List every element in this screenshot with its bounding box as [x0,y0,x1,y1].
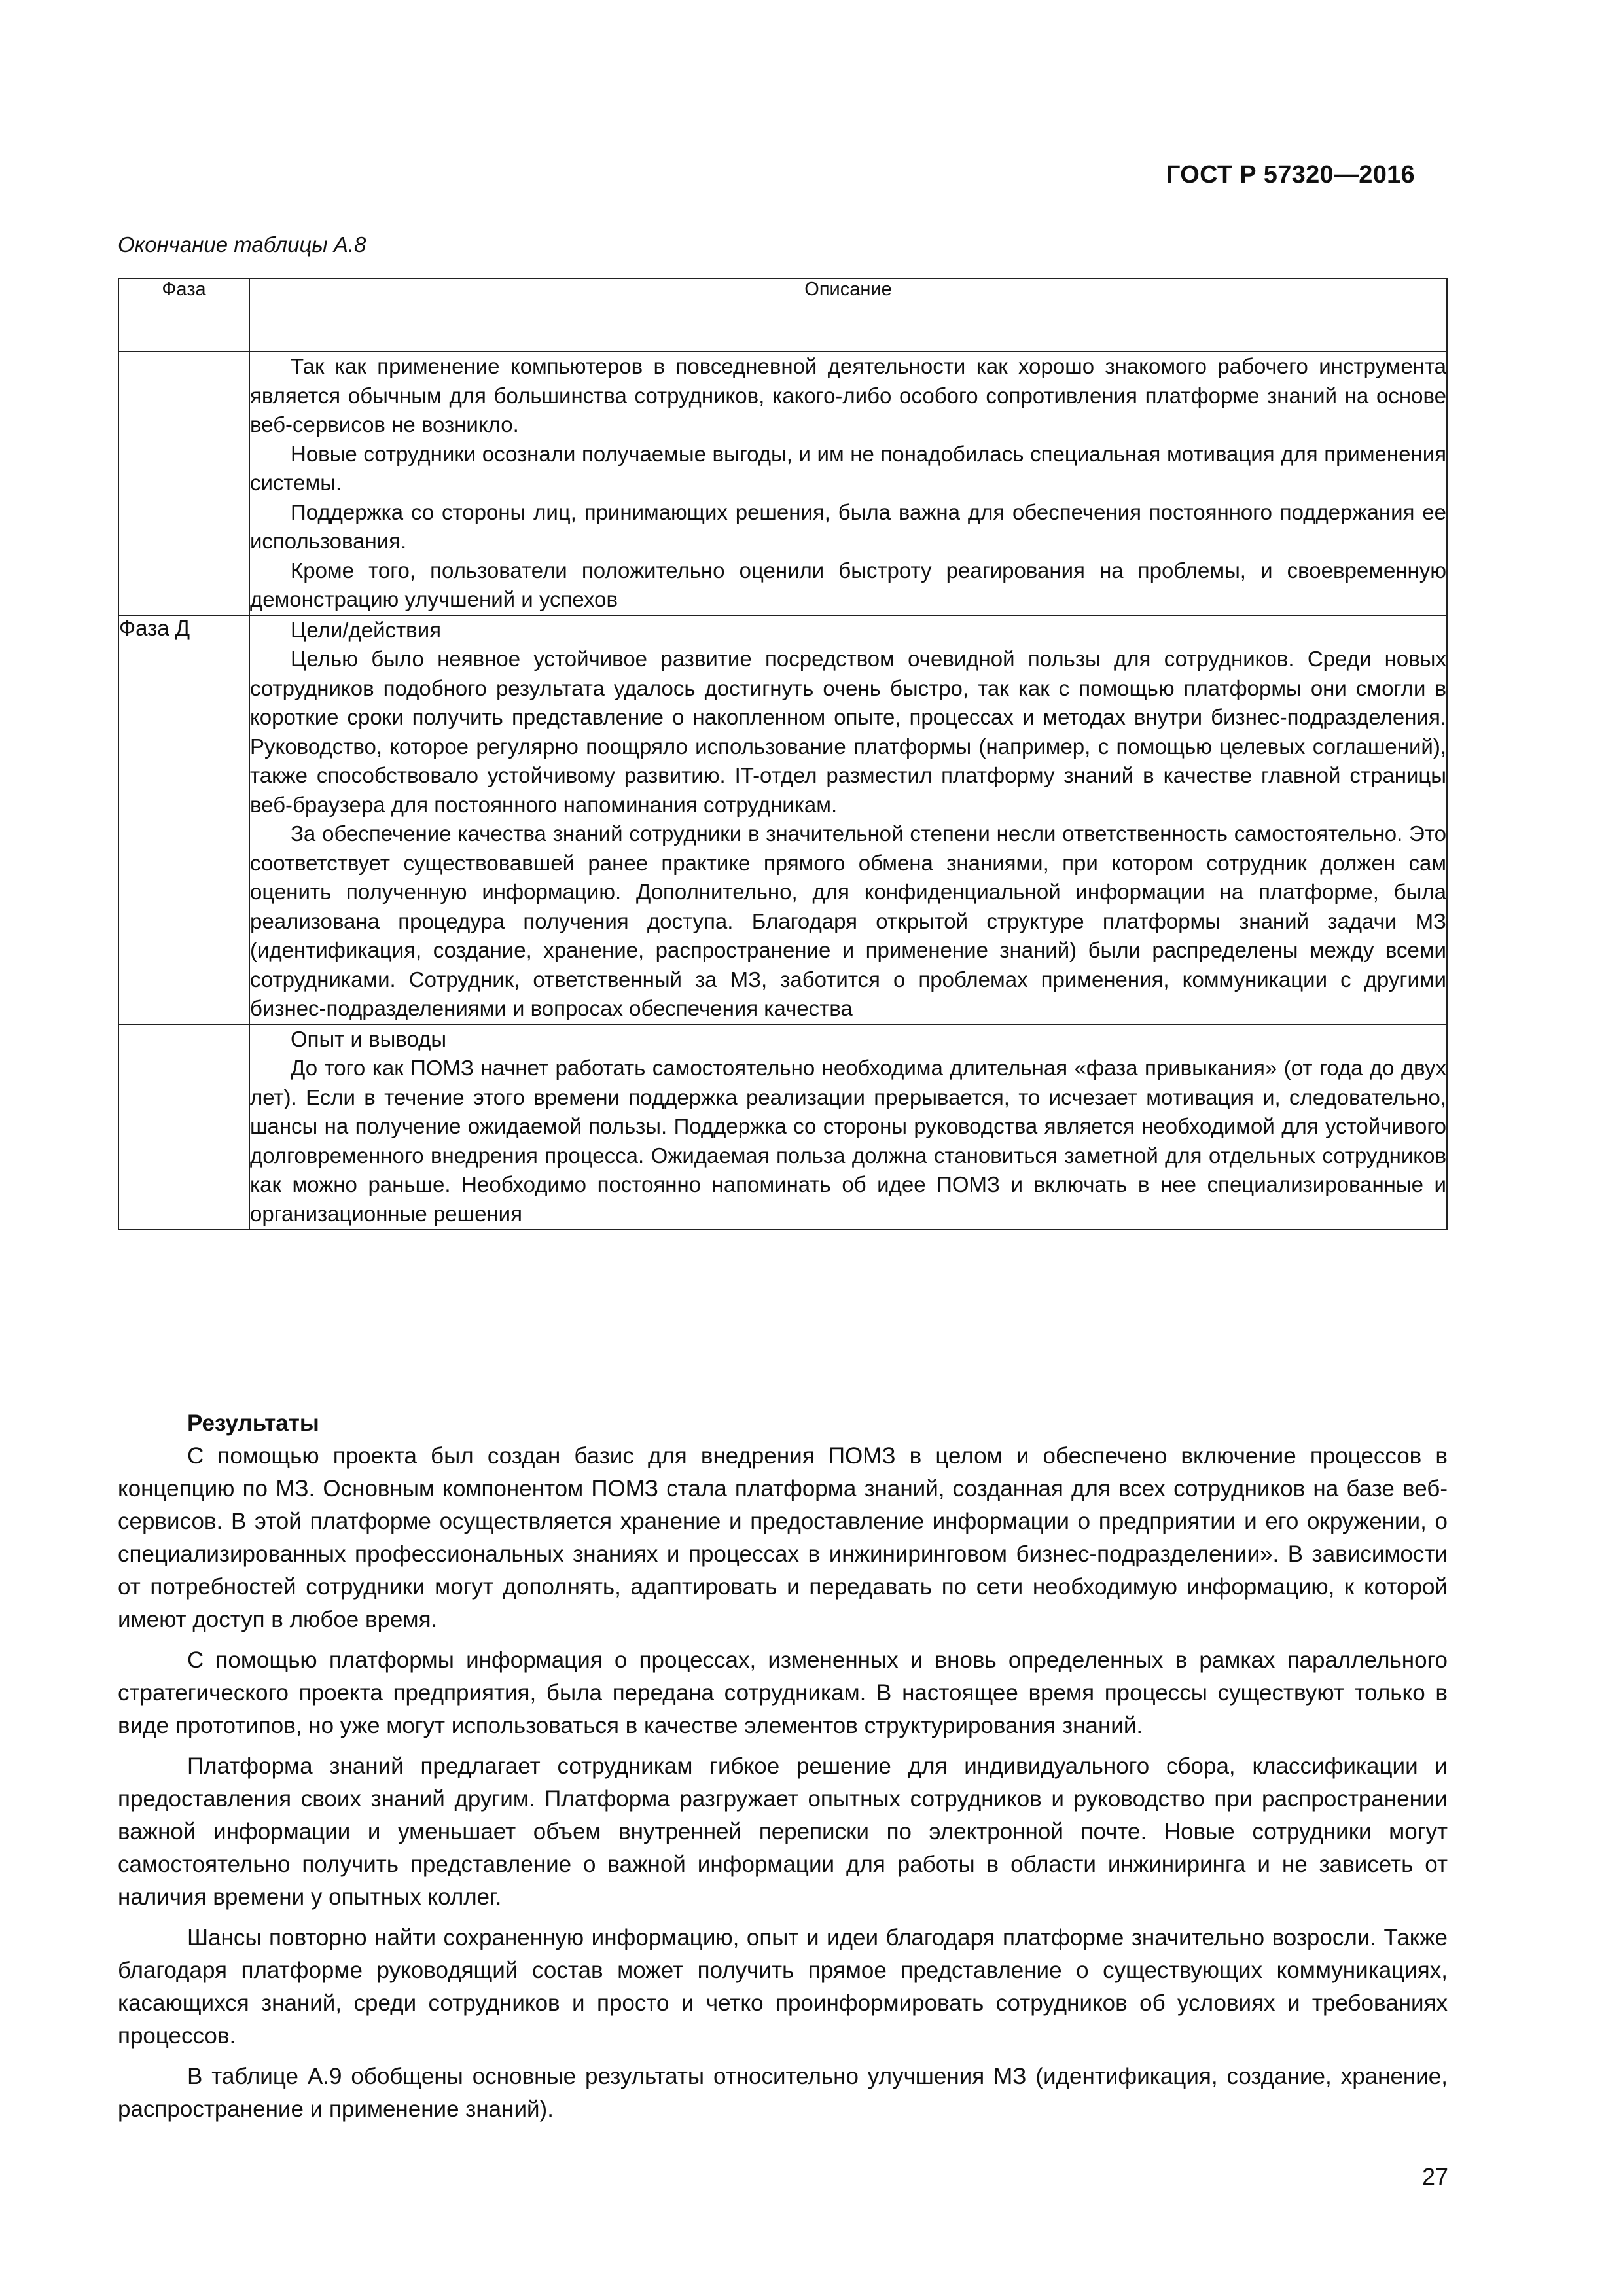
phase-cell [118,1024,249,1230]
description-cell [249,615,1447,1024]
paragraph: До того как ПОМЗ начнет работать самостоятельно необходима длительная «фаза привыкания» (от года до двух лет). Если в течение этого времени поддержка реализации прерывается, то исчезает мотивация и, следовательно, шансы на получение ожидаемой пользы. Поддержка со стороны руководства является необходимой для устойчивого долговременного внедрения процесса. Ожидаемая польза должна становиться заметной для отдельных сотрудников как можно раньше. Необходимо постоянно напоминать об идее ПОМЗ и включать в нее специализированные и организационные решения [250,1056,1446,1226]
document-id: ГОСТ Р 57320—2016 [1166,161,1415,188]
column-header-description: Описание [249,278,1447,351]
subheading: Опыт и выводы [291,1026,447,1051]
paragraph: Так как применение компьютеров в повседневной деятельности как хорошо знакомого рабочего инструмента является обычным для большинства сотрудников, какого-либо особого сопротивления платформе знаний на основе веб-сервисов не возникло. [250,354,1446,437]
table-caption: Окончание таблицы А.8 [118,232,366,257]
paragraph: Кроме того, пользователи положительно оценили быстроту реагирования на проблемы, и своевременную демонстрацию улучшений и успехов [250,558,1446,611]
table-row [118,615,1447,1024]
table-row [118,351,1447,615]
paragraph: Шансы повторно найти сохраненную информацию, опыт и идеи благодаря платформе значительно возросли. Также благодаря платформе руководящий состав может получить прямое представление о существующих коммуникациях, касающихся знаний, среди сотрудников и просто и четко проинформировать сотрудников об условиях и требованиях процессов. [118,1925,1448,2049]
results-section [118,1407,1448,2126]
paragraph: С помощью платформы информация о процессах, измененных и вновь определенных в рамках параллельного стратегического проекта предприятия, была передана сотрудникам. В настоящее время процессы существуют только в виде прототипов, но уже могут использоваться в качестве элементов структурирования знаний. [118,1647,1448,1738]
description-cell [249,1024,1447,1230]
phase-cell [118,351,249,615]
page-number: 27 [1421,2163,1448,2190]
description-cell [249,351,1447,615]
paragraph: Целью было неявное устойчивое развитие посредством очевидной пользы для сотрудников. Среди новых сотрудников подобного результата удалось достигнуть очень быстро, так как с помощью платформы они смогли в короткие сроки получить представление о накопленном опыте, процессах и методах внутри бизнес-подразделения. Руководство, которое регулярно поощряло использование платформы (например, с помощью целевых соглашений), также способствовало устойчивому развитию. IT-отдел разместил платформу знаний в качестве главной страницы веб-браузера для постоянного напоминания сотрудникам. [250,647,1446,817]
paragraph: Платформа знаний предлагает сотрудникам гибкое решение для индивидуального сбора, классификации и предоставления своих знаний другим. Платформа разгружает опытных сотрудников и руководство при распространении важной информации и уменьшает объем внутренней переписки по электронной почте. Новые сотрудники могут самостоятельно получить представление о важной информации для работы в области инжиниринга и не зависеть от наличия времени у опытных коллег. [118,1753,1448,1910]
paragraph: За обеспечение качества знаний сотрудники в значительной степени несли ответственность самостоятельно. Это соответствует существовавшей ранее практике прямого обмена знаниями, при котором сотрудник должен сам оценить полученную информацию. Дополнительно, для конфиденциальной информации на платформе, была реализована процедура получения доступа. Благодаря открытой структуре платформы знаний задачи МЗ (идентификация, создание, хранение, распространение и применение знаний) были распределены между всеми сотрудниками. Сотрудник, ответственный за МЗ, заботится о проблемах применения, коммуникации с другими бизнес-подразделениями и вопросах обеспечения качества [250,821,1446,1020]
phase-table [118,278,1448,1230]
paragraph: В таблице А.9 обобщены основные результаты относительно улучшения МЗ (идентификация, создание, хранение, распространение и применение знаний). [118,2064,1448,2122]
paragraph: С помощью проекта был создан базис для внедрения ПОМЗ в целом и обеспечено включение процессов в концепцию по МЗ. Основным компонентом ПОМЗ стала платформа знаний, созданная для всех сотрудников на базе веб-сервисов. В этой платформе осуществляется хранение и предоставление информации о предприятии и его окружении, о специализированных профессиональных знаниях и процессах в инжиниринговом бизнес-подразделении». В зависимости от потребностей сотрудники могут дополнять, адаптировать и передавать по сети необходимую информацию, к которой имеют доступ в любое время. [118,1443,1448,1632]
phase-cell: Фаза Д [118,615,249,1024]
table-header-row [118,278,1447,351]
table-row [118,1024,1447,1230]
column-header-phase: Фаза [118,278,249,351]
paragraph: Поддержка со стороны лиц, принимающих решения, была важна для обеспечения постоянного поддержания ее использования. [250,499,1446,553]
subheading: Цели/действия [291,617,442,642]
section-heading: Результаты [187,1410,319,1436]
paragraph: Новые сотрудники осознали получаемые выгоды, и им не понадобилась специальная мотивация для применения системы. [250,441,1446,495]
